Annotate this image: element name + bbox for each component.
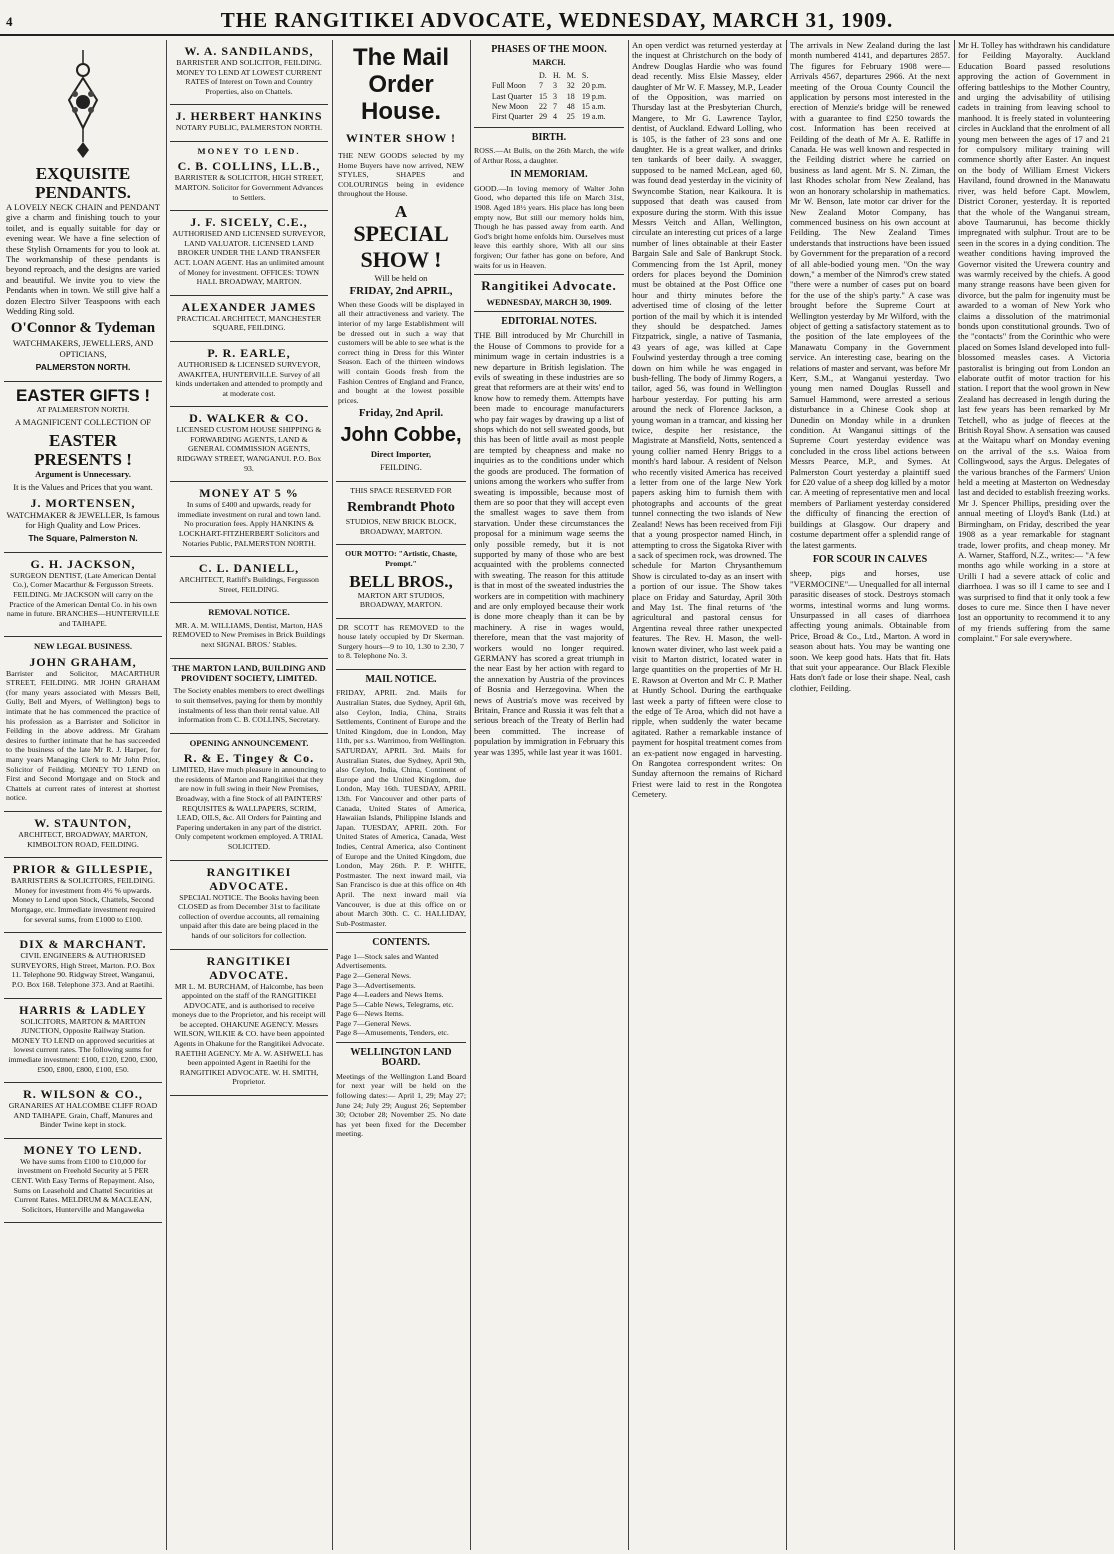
daniell-title: C. L. DANIELL, xyxy=(198,561,300,576)
moon-phases-title: PHASES OF THE MOON. xyxy=(491,44,607,55)
easter-title: EASTER GIFTS ! xyxy=(15,385,151,405)
cobbe-town: FEILDING. xyxy=(380,462,422,473)
winter-show: WINTER SHOW ! xyxy=(345,131,457,145)
contents-title: CONTENTS. xyxy=(372,937,430,949)
money5-body: In sums of £400 and upwards, ready for immediate investment on rural and town land. No procuration fees. Apply HANKINS & LOCKHART-FITZHERBERT Solicitors and Notaries Public, PALMERSTON NORTH. xyxy=(177,500,321,548)
earle-body: AUTHORISED & LICENSED SURVEYOR, AWAKITEA, HUNTERVILLE. Survey of all kinds undertaken and attended to promptly and at moderate cost. xyxy=(175,359,323,398)
tingey-title: R. & E. Tingey & Co. xyxy=(183,751,315,766)
walker-body: LICENSED CUSTOM HOUSE SHIPPING & FORWARDING AGENTS, LAND & GENERAL COMMISSION AGENTS, RIDGWAY STREET, WANGANUI. P.O. Box 93. xyxy=(176,425,322,473)
paper-name: Rangitikei Advocate. xyxy=(481,278,617,294)
special-show: SPECIAL SHOW ! xyxy=(353,220,449,272)
contents-item: Page 2—General News. xyxy=(336,970,412,980)
dix-title: DIX & MARCHANT. xyxy=(19,937,147,952)
daniell-ad xyxy=(170,557,328,603)
masthead xyxy=(0,0,1114,36)
firm-name: O'Connor & Tydeman xyxy=(10,320,156,337)
money-ad xyxy=(4,1139,162,1224)
building-title: THE MARTON LAND, BUILDING AND PROVIDENT SOCIETY, LIMITED. xyxy=(172,662,326,683)
earle-ad xyxy=(170,342,328,407)
staunton-body: ARCHITECT, BROADWAY, MARTON, KIMBOLTON ROAD, FEILDING. xyxy=(18,830,148,849)
sandilands-title: W. A. SANDILANDS, xyxy=(184,44,314,58)
land-board-body: Meetings of the Wellington Land Board for next year will be held on the following dates:— April 1, 29; May 27; June 24; July 29; August 26; September 30; October 28; November 25. No date has yet been fixed for the December meeting. xyxy=(336,1071,466,1139)
memoriam-notice: GOOD.—In loving memory of Walter John Good, who departed this life on March 31st, 1908. Aged 18½ years. His place has long been empty now, But still our memory holds him, Though he has passed away from earth. And God's bright home enfolds him. Ourselves must leave this earthly shore, With all our sins forgiven; Our father has gone on before, And waits for us in Heaven. xyxy=(474,183,624,270)
hankins-title: J. HERBERT HANKINS xyxy=(175,109,323,124)
harris-body: SOLICITORS, MARTON & MARTON JUNCTION, Opposite Railway Station. MONEY TO LEND on approved securities at lowest current rates. The following sums for immediate investment: £100, £120, £200, £300, £500, £800, £800, £100, £50. xyxy=(8,1016,158,1074)
easter-line1: A MAGNIFICENT COLLECTION OF xyxy=(14,417,152,428)
column-rule xyxy=(470,40,471,1550)
walker-ad xyxy=(170,407,328,482)
advocate1-body: SPECIAL NOTICE. The Books having been CLOSED as from December 31st to facilitate collection of overdue accounts, all remaining unpaid after this date are being placed in the hands of our solicitors for collection. xyxy=(177,892,321,940)
pendant-body: A LOVELY NECK CHAIN and PENDANT give a charm and finishing touch to your toilet, and is equally suitable for day or evening wear. We have a fine selection of these Stylish Ornaments for you to look at. The workmanship of these pendants is beyond reproach, and the designs are varied and beautiful. We invite you to view the Pendants when in town. We still give half a dozen Electro Silver Teaspoons with each Wedding Ring sold. xyxy=(6,202,160,317)
earle-title: P. R. EARLE, xyxy=(207,345,291,360)
column-5 xyxy=(632,40,782,1550)
pendant-icon xyxy=(53,50,113,160)
advocate-notice-2 xyxy=(170,950,328,1097)
mortensen-sub: WATCHMAKER & JEWELLER, Is famous for High Quality and Low Prices. xyxy=(6,509,160,530)
scour-body: sheep, pigs and horses, use "VERMOCINE"— Unequalled for all internal parasitic diseases of stock. Destroys stomach worms, intestinal worms and lung worms. Unsurpassed in all cases of diarrhoea affecting young animals. Obtainable from Price, Broad & Co., Ltd., Marton. A word in season about hats. You may be wanting one soon. We keep good hats. Hats that fit. Hats that suit your appearance. Our Black Flexible Hats don't fade or lose their shape. Neal, cash clothier, Feilding. xyxy=(790,568,950,693)
collins-ad xyxy=(170,142,328,211)
pendant-ad xyxy=(4,40,162,382)
prior-body: BARRISTERS & SOLICITORS, FEILDING. Money for investment from 4½ % upwards. Money to Lend upon Stock, Chattels, Second Mortgage, etc. Immediate investment required for several sums, from £1000 to £100. xyxy=(10,876,156,924)
mail-notice xyxy=(336,675,466,928)
mail-order-ad xyxy=(336,40,466,482)
contents-item: Page 4—Leaders and News Items. xyxy=(336,990,444,1000)
staunton-title: W. STAUNTON, xyxy=(34,816,132,830)
money-body: We have sums from £100 to £10,000 for investment on Freehold Security at 5 PER CENT. With Easy Terms of Repayment. Also, Sums on Leasehold and Chattel Securities at Current Rates. MELDRUM & MACLEAN, Solicitors, Hunterville and Mangaweka xyxy=(11,1156,155,1214)
tingey-ad xyxy=(170,734,328,861)
contents-item: Page 6—News Items. xyxy=(336,1009,404,1019)
contents-item: Page 3—Advertisements. xyxy=(336,980,416,990)
easter-values: It is the Values and Prices that you want. xyxy=(13,482,153,493)
opening-head: OPENING ANNOUNCEMENT. xyxy=(189,737,309,748)
news-items: The arrivals in New Zealand during the last month numbered 4141, and departures 2857. The figures for February 1908 were— Arrivals 4567, departures 2966. At the next meeting of the Oroua County Council the application by persons most interested in the erection of Menzie's bridge will be renewed with a guarantee to find £250 towards the cost. Information has been received at Feilding of the death of Mr A. E. Ratliffe in Canada. He was well known and respected in the Feilding district where he carried on business as land agent. Mr S. N. Ziman, the last Rhodes scholar from New Zealand, has won an honorary scholarship in mathematics. Mr W. Benson, late motor car driver for the New Zealand Motor Company, has commenced business on his own account at Feilding. The New Zealand Times understands that instructions have been issued by Government for the preparation of a record of all able-bodied young men. "On the way down," a member of the Nimrod's crew stated "there were a number of cases put on board for the use of the ship's party." A case was brought before the Supreme Court at Wellington yesterday by Mr Wilford, with the object of getting a satisfactory statement as to the position of the late employees of the Manawatu Company in the Government service. An interesting case, bearing on the relations of master and servant, was before Mr Kerr, S.M., at Wanganui yesterday. Two young men named Douglas Russell and Samuel Hammond, were arrested a serious disturbance in a Chinese Cook shop at Dunedin on Monday while in a drunken condition. At Wanganui sittings of the Supreme Court yesterday evidence was concluded in the cross libel actions between Messrs Pearce, M.P., and Symes. At Palmerston Court yesterday a plaintiff sued for £20 value of a sheep dog killed by a motor car. A meeting of representative men and local members of Parliament yesterday considered the difficulty of financing the erection of buildings at Glasgow. Our drapery and costume department offer a splendid range of the latest garments. xyxy=(790,40,950,550)
motto: OUR MOTTO: "Artistic, Chaste, Prompt." xyxy=(345,549,457,568)
harris-title: HARRIS & LADLEY xyxy=(19,1002,147,1017)
land-board xyxy=(336,1048,466,1139)
column-rule xyxy=(332,40,333,1550)
birth-title: BIRTH. xyxy=(531,131,567,143)
column-rule xyxy=(786,40,787,1550)
column-2 xyxy=(170,40,328,1550)
staunton-ad xyxy=(4,812,162,858)
bell-ad xyxy=(336,545,466,618)
cobbe-title: John Cobbe, xyxy=(340,423,462,446)
jackson-body: SURGEON DENTIST, (Late American Dental Co.), Corner Macarthur & Fergusson Streets. FEILDING. Mr JACKSON will carry on the Practice of the American Dental Co. in his own name in future. BRANCHES—HUNTERVILLE and TAIHAPE. xyxy=(6,570,160,628)
advocate2-title: RANGITIKEI ADVOCATE. xyxy=(206,953,292,982)
moon-header-row: D. H. M. S. xyxy=(538,70,589,80)
prior-ad xyxy=(4,858,162,933)
money5-ad xyxy=(170,482,328,557)
money-title: MONEY TO LEND. xyxy=(23,1142,143,1157)
rembrandt-title: Rembrandt Photo xyxy=(347,500,455,516)
pendant-title: EXQUISITE PENDANTS. xyxy=(35,164,131,202)
james-ad xyxy=(170,296,328,342)
easter-at: AT PALMERSTON NORTH. xyxy=(36,404,130,414)
editorial-title: EDITORIAL NOTES. xyxy=(501,316,597,327)
table-row: New Moon 22 7 48 15 a.m. xyxy=(491,102,606,112)
sicely-title: J. F. SICELY, C.E., xyxy=(190,215,308,230)
daniell-body: ARCHITECT, Ratliff's Buildings, Fergusson Street, FEILDING. xyxy=(179,575,319,594)
bell-title: BELL BROS., xyxy=(349,571,453,591)
collins-title: C. B. COLLINS, LL.B., xyxy=(177,159,321,174)
column-3 xyxy=(336,40,466,1550)
advocate2-body: MR L. M. BURCHAM, of Halcombe, has been appointed on the staff of the RANGITIKEI ADVOCATE, and is authorised to receive moneys due to the Proprietor, and his receipt will be accepted. OHAKUNE AGENCY. Messrs WILSON, WILKIE & CO. have been appointed Agents in Ohakune for the Rangitikei Advocate. RAETIHI AGENCY. Mr A. W. ASHWELL has been appointed Agent in Raetihi for the RANGITIKEI ADVOCATE. W. H. SMITH, Proprietor. xyxy=(172,981,326,1087)
contents-item: Page 1—Stock sales and Wanted Advertisements. xyxy=(336,951,439,971)
sandilands-body: BARRISTER AND SOLICITOR, FEILDING. MONEY TO LEND AT LOWEST CURRENT RATES of Interest on Town and Country Properties, also on Chattels. xyxy=(176,58,322,96)
mortensen: J. MORTENSEN, xyxy=(30,495,136,510)
graham-body: Barrister and Solicitor, MACARTHUR STREET, FEILDING. MR JOHN GRAHAM (for many years associated with Messrs Bell, Gully, Bell and Myers, of Wellington) begs to intimate that he has commenced the practice of his profession as a Barrister and Solicitor in Feilding in the above address. Mr Graham desires to further intimate that he has succeeded to the business of the late Mr R. J. Harper, for many years Managing Clerk to Mr John Prior, Solicitor of Feilding. MONEY TO LEND on First and Second Mortgage and on Stock and Chattels at current rates of interest at shortest notice. xyxy=(6,668,160,803)
mail-notice-title: MAIL NOTICE. xyxy=(365,674,437,686)
sicely-body: AUTHORISED AND LICENSED SURVEYOR, LAND VALUATOR. LICENSED LAND BROKER UNDER THE LAND TRANSFER ACT. LOAN AGENT. Has an unlimited amount of Money for investment. OFFICES: TOWN HALL BROADWAY, MARTON. xyxy=(172,229,326,287)
mail-notice-body: FRIDAY, APRIL 2nd. Mails for Australian States, due Sydney, April 6th, also Ceylon, India, China, Straits Settlements, Continent of Europe and the United Kingdom, due in London, May 11th, per s.s. Warrimoo, from Wellington. SATURDAY, APRIL 3rd. Mails for Australian States, due Sydney, April 9th, also Ceylon, India, China, Continent of Europe and the United Kingdom, due London, May 16th. TUESDAY, APRIL 13th. For Vancouver and other parts of Canada, United States of America, Hawaiian Islands, Philippine Islands and Japan. TUESDAY, APRIL 20th. For United States of America, Canada, West Indies, Central America, also Continent of Europe and the United Kingdom, due London, May 26th. P. P. WHITE, Postmaster. The next inward mail, via San Francisco is due at this office on 4th April. The next inward mail via Vancouver, is due at this office on or about March 30th. C. C. HALLIDAY, Sub-Postmaster. xyxy=(336,688,466,928)
graham-ad xyxy=(4,637,162,812)
easter-arg: Argument is Unnecessary. xyxy=(35,468,131,479)
removal-head: REMOVAL NOTICE. xyxy=(208,607,290,618)
removal-ad xyxy=(170,603,328,658)
james-title: ALEXANDER JAMES xyxy=(181,299,317,314)
tingey-body: LIMITED, Have much pleasure in announcing to the residents of Marton and Rangitikei that they are now in full swing in their New Premises, Broadway, with a fine Stock of all PAINTERS' REQUISITES & WALLPAPERS, SCRIM, LEAD, OILS, &c. All Orders for Painting and Papering undertaken in any part of the district. Only competent workmen employed. A TRIAL SOLICITED. xyxy=(172,765,326,851)
held-on: Will be held on xyxy=(374,272,428,283)
contents-item: Page 7—General News. xyxy=(336,1018,412,1028)
a-letter: A xyxy=(394,201,408,221)
show-date-2: Friday, 2nd April. xyxy=(358,407,444,420)
wilson-title: R. WILSON & CO., xyxy=(23,1087,143,1102)
legal-head: NEW LEGAL BUSINESS. xyxy=(34,641,132,652)
sicely-ad xyxy=(170,211,328,296)
sandilands-ad xyxy=(170,40,328,105)
column-1 xyxy=(4,40,162,1550)
advocate-notice-1 xyxy=(170,861,328,950)
money5-title: MONEY AT 5 % xyxy=(199,486,299,501)
newspaper-title: THE RANGITIKEI ADVOCATE, WEDNESDAY, MARCH 31, 1909. xyxy=(220,8,894,32)
wilson-ad xyxy=(4,1083,162,1139)
harris-ad xyxy=(4,999,162,1084)
show-date: FRIDAY, 2nd APRIL, xyxy=(349,285,453,298)
removal-body: MR. A. M. WILLIAMS, Dentist, Marton, HAS REMOVED to New Premises in Brick Buildings next SIGNAL BROS.' Stables. xyxy=(172,620,326,649)
firm-sub: WATCHMAKERS, JEWELLERS, AND OPTICIANS, xyxy=(12,338,154,359)
paper-date: WEDNESDAY, MARCH 30, 1909. xyxy=(486,296,612,307)
easter-line2: EASTER PRESENTS ! xyxy=(34,430,132,469)
advocate1-title: RANGITIKEI ADVOCATE. xyxy=(206,864,292,893)
graham-title: JOHN GRAHAM, xyxy=(29,654,137,669)
easter-ad xyxy=(4,382,162,553)
james-body: PRACTICAL ARCHITECT, MANCHESTER SQUARE, FEILDING. xyxy=(176,313,322,333)
table-row: First Quarter 29 4 25 19 a.m. xyxy=(491,112,606,122)
column-7 xyxy=(958,40,1110,1550)
wilson-body: GRANARIES AT HALCOMBE CLIFF ROAD AND TAIHAPE. Grain, Chaff, Manures and Binder Twine kept in stock. xyxy=(8,1101,158,1130)
editorial-body: THE Bill introduced by Mr Churchill in the House of Commons to provide for a minimum wage in certain industries is a new departure in British legislation. The evils of sweating in these industries are so great that reformers are at their wits' end to know how to remedy them. Attempts have been made to encourage manufacturers who pay fair wages by drawing up a list of shops which do not sell sweated goods, but this has been of little avail as most people are tempted by cheapness and make no inquiries as to the conditions under which the goods are produced. The formation of unions among the workers who suffer from sweating is impossible, because most of them are so poor that they will accept even the smallest wages to save them from starvation. Under these circumstances the proposal for a minimum wage seems the only possible remedy, but it is not supported by many of those who are best acquainted with the problems connected with sweating. The reason for this attitude is that in most of the sweated industries the workers are in competition with machinery and are only employed because their work is done more cheaply than it can be by machinery. A rise in wages would, therefore, mean that the vast majority of workers would no longer required. GERMANY has scored a great triumph in the near East by her action with regard to the annexation by Austria of the provinces of Bosnia and Herzegovina. When the news of Austria's move was received by Britain, France and Russia it was felt that a serious breach of the Treaty of Berlin had been committed. The increase of population by immigration in February this year was 1395, while last year it was 1601. xyxy=(474,330,624,757)
column-4 xyxy=(474,40,624,1550)
walker-title: D. WALKER & CO. xyxy=(189,411,309,426)
rembrandt-body: STUDIOS, NEW BRICK BLOCK, BROADWAY, MARTON. xyxy=(345,517,457,536)
dix-ad xyxy=(4,933,162,998)
column-rule xyxy=(954,40,955,1550)
moon-month: MARCH. xyxy=(532,58,566,68)
mortensen-addr: The Square, Palmerston N. xyxy=(28,533,138,544)
rembrandt-ad xyxy=(336,482,466,546)
column-6 xyxy=(790,40,950,1550)
news-items: An open verdict was returned yesterday at the inquest at Christchurch on the body of Andrew Douglas Hardie who was found dead recently. Miss Elsie Massey, elder daughter of Mr W. F. Massey, M.P., Leader of the Opposition, was married on Thursday last at the Presbyterian Church, Mangere, to Mr G. Lawrence Taylor, dentist, of Auckland. Edward Lolling, who is 105, is the father of 23 sons and one daughter. He is a great walker, and drinks ten tankards of beer daily. A swagger, supposed to be named McLean, aged 60, was found dead yesterday in the vicinity of Swyncombe Station, near Kaikoura. It is supposed that death was caused from exposure during the storm. With this issue Messrs Veitch and Allan, Wellington, circulate an interesting cut prices of a large number of lines obtainable at their Easter Bargain Sale and Sale of Bankrupt Stock. Commencing from the 1st April, money orders for places beyond the Dominion must be obtained at the Post Office one hour and thirty minutes before the advertised time of closing of the letter portion of the mail by which it is intended they should be despatched. James Fitzpatrick, single, a native of Tasmania, 43 years of age, was killed at Cape Foulwind yesterday through a tree coming down on him while he was engaged in bush-felling. The body of Jimmy Rogers, a tailor, aged 56, was found in Wellington harbour yesterday. For putting his arm around the neck of Florence Jackson, a young woman in a tramcar, and kissing her twice, despite her resistance, the Magistrate at Mansfield, Notts, sentenced a young collier named Henry Briggs to a month's hard labour. A resident of Nelson who recently visited America has received a letter from one of the large New York papers asking him to furnish them with photographs and accounts of the great tunnel connecting the two islands of New Zealand! News has been received from Fiji that a young prospector named Hinch, in attempting to cross the Sigatoka River with a sack of specimen rock, was drowned. The schedule for Marton Chrysanthemum Show is circulated to-day as an insert with a portion of our issue. The Show takes place on Friday and Saturday, April 30th and May 1st. The final returns of 'the agricultural and pastoral census for Argentina reveal three rather unexpected features. The Rev. H. Mason, the well-known water diviner, who last week paid a visit to Marton district, located water in large quantities on the properties of Mr H. E. Rawson at Overton and Mr C. P. Mather at Huntly School. During the earthquake last week a party of fifteen were close to the edge of Te Aroa, which did not have a ripple, when suddenly the water became agitated. Rather a remarkable instance of payment for hospital treatment comes from an ex-patient now engaged in harvesting. On Rangotea correspondent writes: On Sunday afternoon the remains of Richard Friest were laid to rest in the Rongotea Cemetery. xyxy=(632,40,782,800)
collins-head: MONEY TO LEND. xyxy=(197,145,301,156)
hankins-ad xyxy=(170,105,328,142)
moon-table xyxy=(489,71,609,123)
mail-order-title: The Mail Order House. xyxy=(352,44,449,125)
table-row: Last Quarter 15 3 18 19 p.m. xyxy=(491,91,607,101)
space-reserved: THIS SPACE RESERVED FOR xyxy=(350,485,452,495)
building-society-ad xyxy=(170,659,328,734)
contents xyxy=(336,938,466,1038)
jackson-ad xyxy=(4,553,162,638)
cobbe-sub: Direct Importer, xyxy=(370,448,432,459)
news-items: Mr H. Tolley has withdrawn his candidature for Feilding Mayoralty. Auckland Education Board passed resolutions approving the action of Government in offering battleships to the Mother Country, and urging the advisability of utilising cadets in training from leaving school to manhood. It is freely stated in volunteering circles in Auckland that the enrolment of all young men between the ages of 17 and 21 for compulsory military training will commence shortly after Easter. An inquest on the body of William Ernest Vickers Haviland, found drowned in the Manawatu river, was held before Capt. Mowlem, District Coroner, yesterday. It is reported that the whole of the Wanganui stream, above Taumarunui, has become thickly impregnated with sulphur. Trout are to be seen in the scores in a dying condition. The weather conditions having improved the Governor visited the Urewera country and was warmly received by the chiefs. A good many strange reasons have been given for divorce, but the palm for ingenuity must be awarded to a woman of New York who claims a dissolution of the matrimonial bonds upon constitutional grounds. Two of the "contacts" from the Corinthic who were placed on Somes Island developed into full-blossomed measles cases. A Victoria pastoralist is bringing out from London an elaborate outfit of motor traction for his station. I report that the wool grown in New Zealand has decreased in length during the last few years has been remarked by Mr Tetchell, who as judge of fleeces at the British Royal Show. A sensation was caused at the Waitapu wharf on Monday evening on the arrival of the s.s. Waioa from Collingwood, says the Argus. Delegates of the various branches of the Farmers' Union held a meeting at Masterton on Wednesday last and decided to establish freezing works. Mr J. Spencer Phillips, presiding over the annual meeting of Lloyd's Bank (Ltd.) at Birmingham, on Friday, described the year 1908 as a year remarkable for stagnant trade, lower profits, and cheap money. Mr A. Warner, Stafford, N.Z., writes:— "A few months ago while working in a store at Urilli I had a severe attack of colic and diarrhoea. I was so ill I came to see and I was surprised to find that it only took a few doses to cure me. Since then I have never lost an opportunity to recommend it to any of my friends suffering from the same complaint." For sale everywhere. xyxy=(958,40,1110,644)
firm-town: PALMERSTON NORTH. xyxy=(35,362,131,373)
column-rule xyxy=(166,40,167,1550)
birth-notice: ROSS.—At Bulls, on the 26th March, the wife of Arthur Ross, a daughter. xyxy=(474,146,624,165)
scott-ad xyxy=(336,619,466,670)
dix-body: CIVIL ENGINEERS & AUTHORISED SURVEYORS, High Street, Marton. P.O. Box 11. Telephone 90. Ridgway Street, Wanganui, P.O. Box 168. Telephone 373. And at Raetihi. xyxy=(10,951,156,989)
contents-item: Page 8—Amusements, Tenders, etc. xyxy=(336,1028,449,1038)
page-number: 4 xyxy=(6,14,13,29)
mail-order-body: THE NEW GOODS selected by my Home Buyers have now arrived, NEW STYLES, SHAPES and COLOURINGS being in evidence throughout the House. xyxy=(338,151,464,199)
memoriam-title: IN MEMORIAM. xyxy=(510,169,588,181)
prior-title: PRIOR & GILLESPIE, xyxy=(12,862,154,877)
scour-title: FOR SCOUR IN CALVES xyxy=(812,553,928,565)
building-body: The Society enables members to erect dwellings to suit themselves, paying for them by monthly instalments of less than their rental value. All information from C. B. COLLINS, Secretary. xyxy=(173,686,325,725)
table-row: Full Moon 7 3 32 20 p.m. xyxy=(491,81,607,91)
special-body: When these Goods will be displayed in all their attractiveness and variety. The interior of my large Establishment will be dressed out in such a way that customers will be able to see what is the correct thing in Dress for this Winter Season. Each of the thirteen windows will contain Goods fresh from the Fashion Centres of England and France, and bought at the lowest possible prices. xyxy=(338,299,464,405)
bell-body: MARTON ART STUDIOS, BROADWAY, MARTON. xyxy=(357,590,445,610)
jackson-title: G. H. JACKSON, xyxy=(30,556,136,571)
contents-item: Page 5—Cable News, Telegrams, etc. xyxy=(336,999,454,1009)
column-rule xyxy=(628,40,629,1550)
hankins-body: NOTARY PUBLIC, PALMERSTON NORTH. xyxy=(175,123,323,133)
scott-body: DR SCOTT has REMOVED to the house lately occupied by Dr Skerman. Surgery hours—9 to 10, 1.30 to 2.30, 7 to 8. Telephone No. 3. xyxy=(338,622,464,661)
collins-body: BARRISTER & SOLICITOR, HIGH STREET, MARTON. Solicitor for Government Advances to Settlers. xyxy=(174,173,324,202)
land-board-title: WELLINGTON LAND BOARD. xyxy=(350,1047,452,1069)
